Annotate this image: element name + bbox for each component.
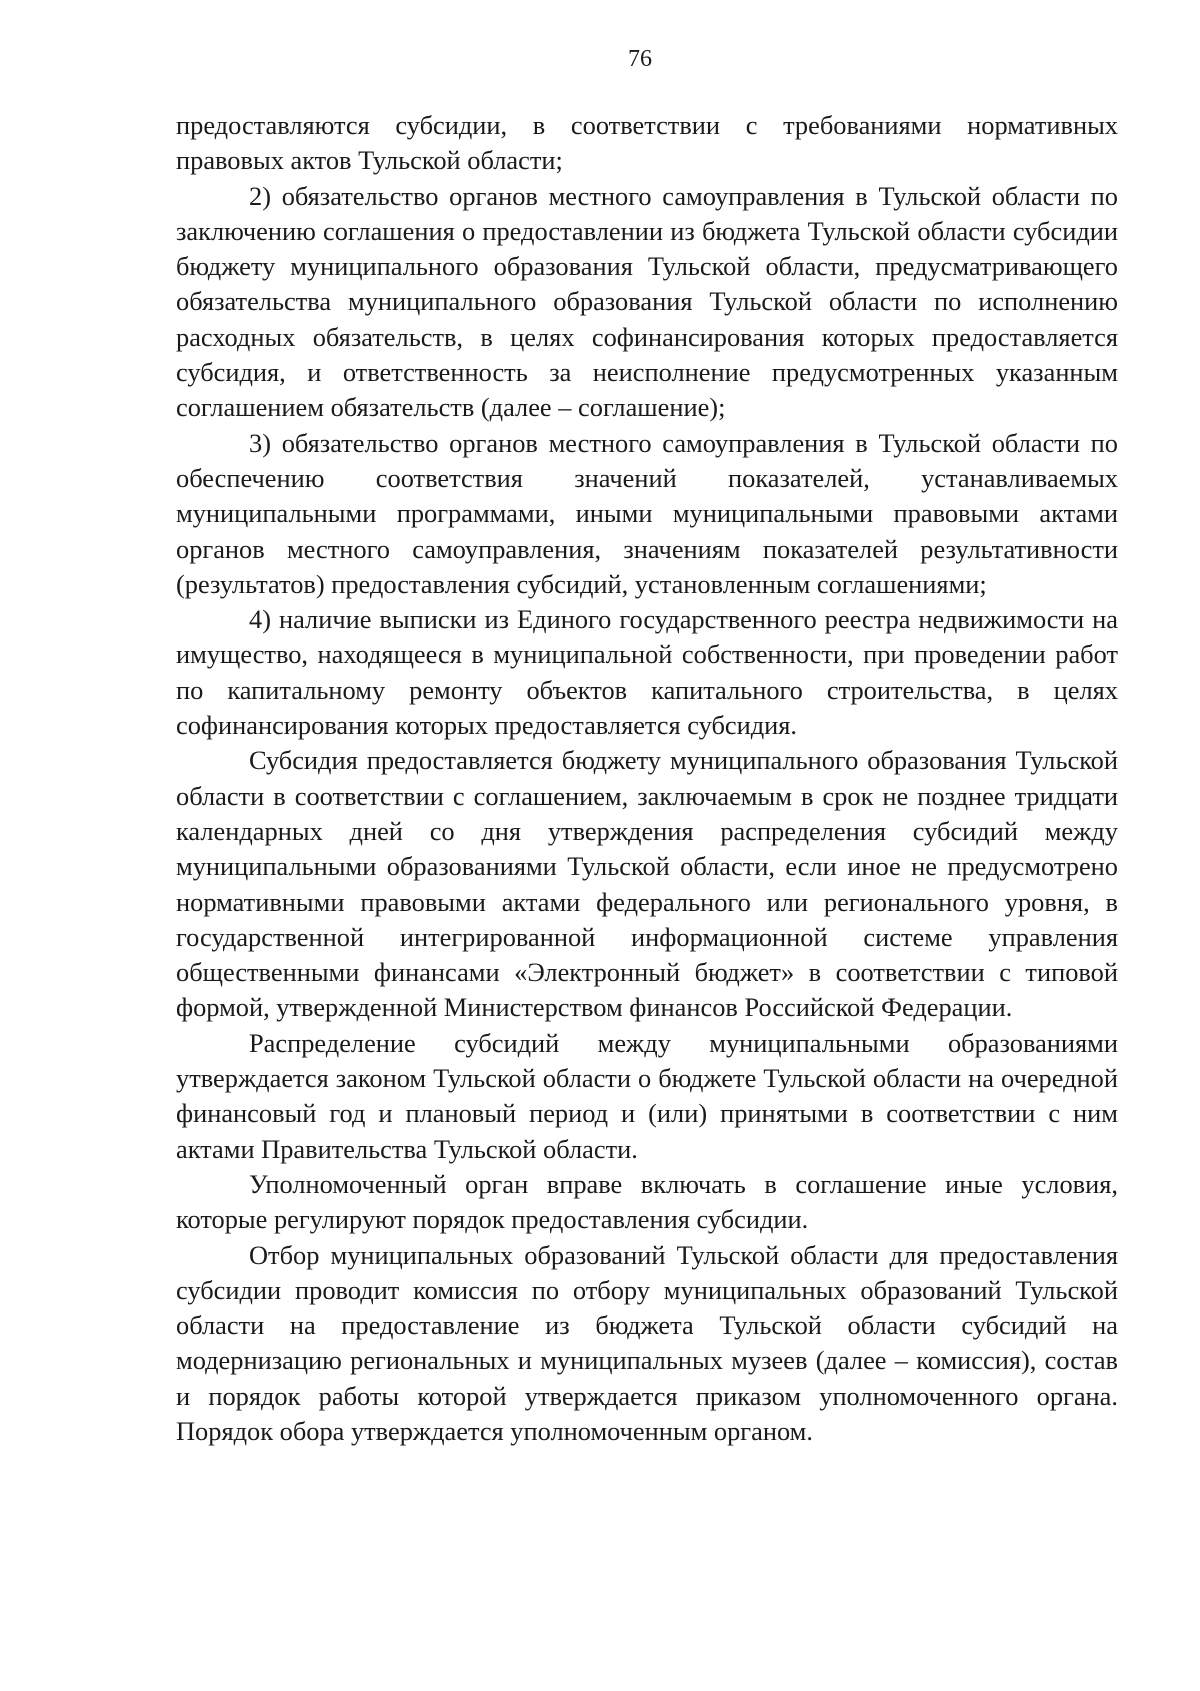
paragraph-item-3: 3) обязательство органов местного самоуправления в Тульской области по обеспечению соответствия значений показателей, устанавливаемых муниципальными программами, иными муниципальными правовыми актами органов местного самоуправления, значениям показателей результативности (результатов) предоставления субсидий, установленным соглашениями;: [176, 427, 1118, 599]
document-body: [176, 108, 1118, 1449]
paragraph-selection-commission: Отбор муниципальных образований Тульской области для предоставления субсидии проводит комиссия по отбору муниципальных образований Тульской области на предоставление из бюджета Тульской области субсидий на модернизацию региональных и муниципальных музеев (далее – комиссия), состав и порядок работы которой утверждается приказом уполномоченного органа. Порядок обора утверждается уполномоченным органом.: [176, 1239, 1118, 1446]
page-number: 76: [628, 46, 652, 72]
paragraph-item-2: 2) обязательство органов местного самоуправления в Тульской области по заключению соглашения о предоставлении из бюджета Тульской области субсидии бюджету муниципального образования Тульской области, предусматривающего обязательства муниципального образования Тульской области по исполнению расходных обязательств, в целях софинансирования которых предоставляется субсидия, и ответственность за неисполнение предусмотренных указанным соглашением обязательств (далее – соглашение);: [176, 180, 1118, 423]
paragraph-subsidy-agreement: Субсидия предоставляется бюджету муниципального образования Тульской области в соответствии с соглашением, заключаемым в срок не позднее тридцати календарных дней со дня утверждения распределения субсидий между муниципальными образованиями Тульской области, если иное не предусмотрено нормативными правовыми актами федерального или регионального уровня, в государственной интегрированной информационной системе управления общественными финансами «Электронный бюджет» в соответствии с типовой формой, утвержденной Министерством финансов Российской Федерации.: [176, 745, 1118, 1023]
paragraph-item-4: 4) наличие выписки из Единого государственного реестра недвижимости на имущество, находящееся в муниципальной собственности, при проведении работ по капитальному ремонту объектов капитального строительства, в целях софинансирования которых предоставляется субсидия.: [176, 604, 1118, 741]
paragraph-distribution: Распределение субсидий между муниципальными образованиями утверждается законом Тульской области о бюджете Тульской области на очередной финансовый год и плановый период и (или) принятыми в соответствии с ним актами Правительства Тульской области.: [176, 1027, 1118, 1164]
paragraph-continuation: предоставляются субсидии, в соответствии с требованиями нормативных правовых актов Тульской области;: [176, 110, 1118, 176]
paragraph-other-conditions: Уполномоченный орган вправе включать в соглашение иные условия, которые регулируют порядок предоставления субсидии.: [176, 1168, 1118, 1235]
